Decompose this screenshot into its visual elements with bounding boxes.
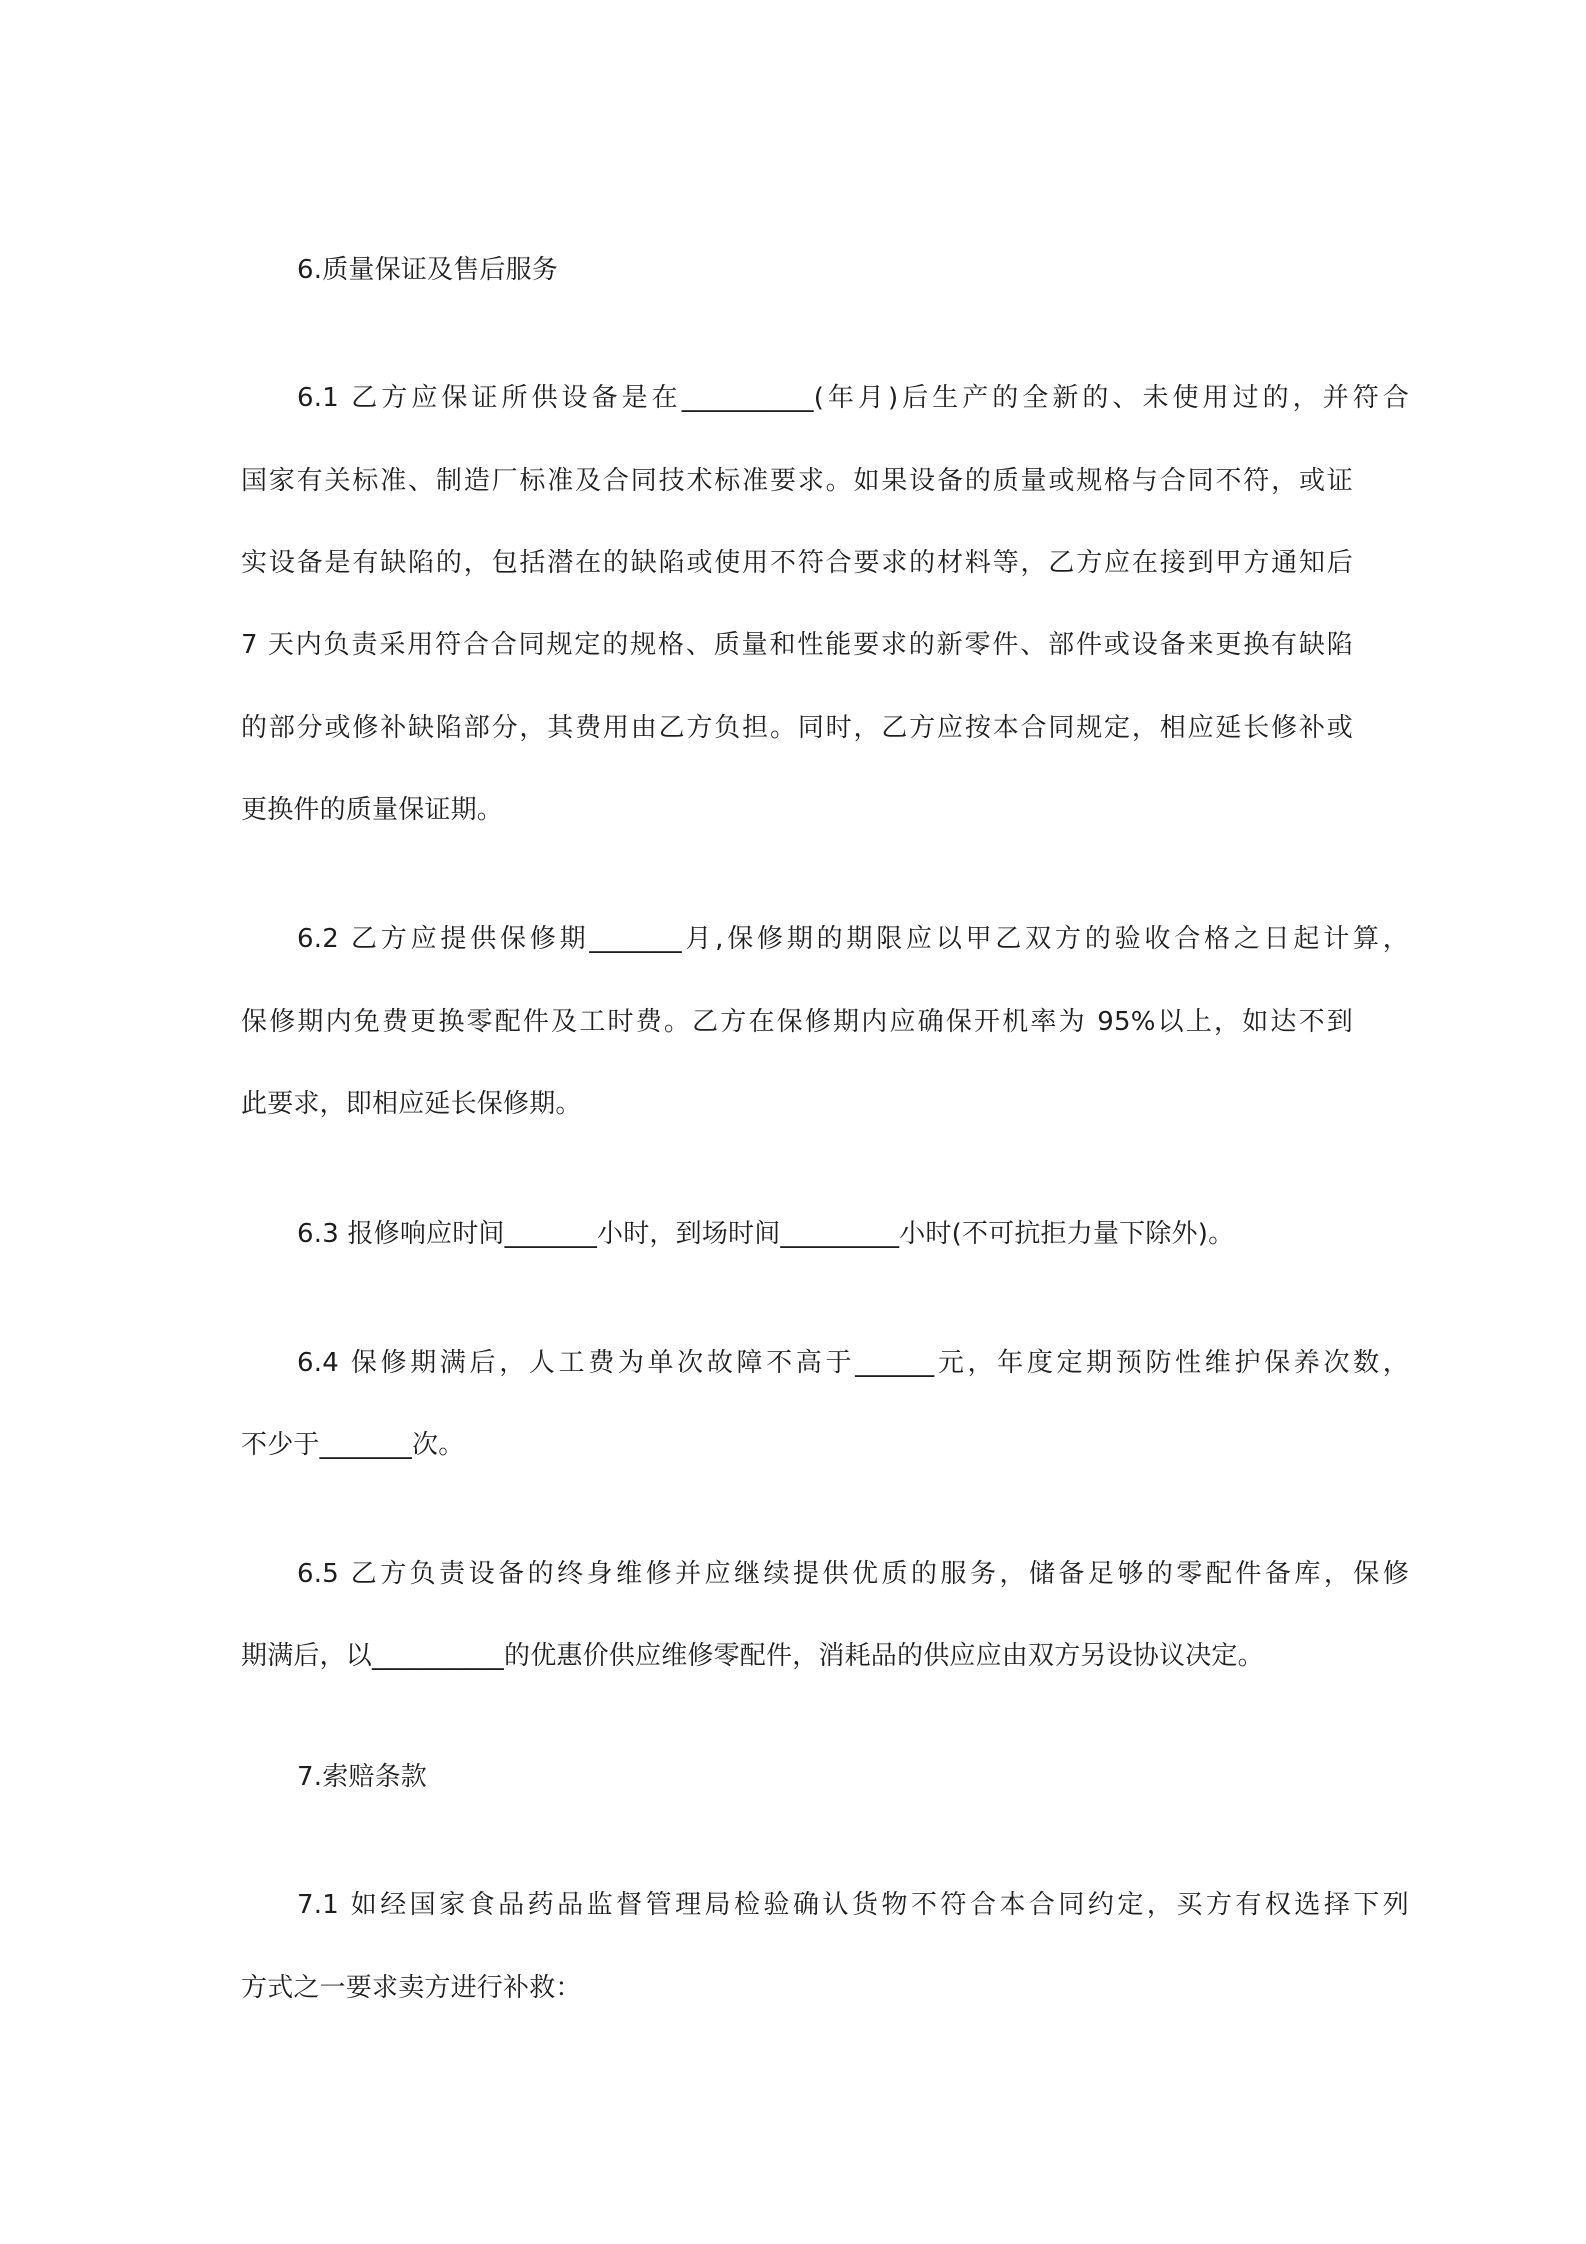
clause-6-2-line-3: 此要求，即相应延长保修期。 — [241, 1089, 582, 1119]
clause-7-1-line-2: 方式之一要求卖方进行补救： — [241, 1973, 582, 2003]
clause-6-1-line-6: 更换件的质量保证期。 — [241, 795, 504, 825]
clause-6-2-line-2: 保修期内免费更换零配件及工时费。乙方在保修期内应确保开机率为 95%以上，如达不到 — [241, 1007, 1353, 1037]
clause-6-1-line-4: 7 天内负责采用符合合同规定的规格、质量和性能要求的新零件、部件或设备来更换有缺陷 — [241, 630, 1353, 660]
clause-6-1-line-1: 6.1 乙方应保证所供设备是在__________(年月)后生产的全新的、未使用过的，并符合 — [297, 383, 1409, 413]
clause-6-3-line-1: 6.3 报修响应时间_______小时，到场时间_________小时(不可抗拒力量下除外)。 — [297, 1219, 1235, 1249]
clause-6-1-line-3: 实设备是有缺陷的，包括潜在的缺陷或使用不符合要求的材料等，乙方应在接到甲方通知后 — [241, 548, 1353, 578]
clause-6-1-line-2: 国家有关标准、制造厂标准及合同技术标准要求。如果设备的质量或规格与合同不符，或证 — [241, 466, 1353, 496]
section-6-heading: 6.质量保证及售后服务 — [297, 255, 559, 285]
clause-7-1-line-1: 7.1 如经国家食品药品监督管理局检验确认货物不符合本合同约定，买方有权选择下列 — [297, 1890, 1409, 1920]
clause-6-4-line-1: 6.4 保修期满后，人工费为单次故障不高于______元，年度定期预防性维护保养次数， — [297, 1348, 1409, 1378]
clause-6-5-line-1: 6.5 乙方负责设备的终身维修并应继续提供优质的服务，储备足够的零配件备库，保修 — [297, 1559, 1409, 1589]
clause-6-4-line-2: 不少于_______次。 — [241, 1430, 465, 1460]
clause-6-1-line-5: 的部分或修补缺陷部分，其费用由乙方负担。同时，乙方应按本合同规定，相应延长修补或 — [241, 713, 1353, 743]
section-7-heading: 7.索赔条款 — [297, 1762, 428, 1792]
clause-6-2-line-1: 6.2 乙方应提供保修期_______月,保修期的期限应以甲乙双方的验收合格之日起计算， — [297, 924, 1409, 954]
clause-6-5-line-2: 期满后，以__________的优惠价供应维修零配件，消耗品的供应应由双方另设协议决定。 — [241, 1641, 1264, 1671]
